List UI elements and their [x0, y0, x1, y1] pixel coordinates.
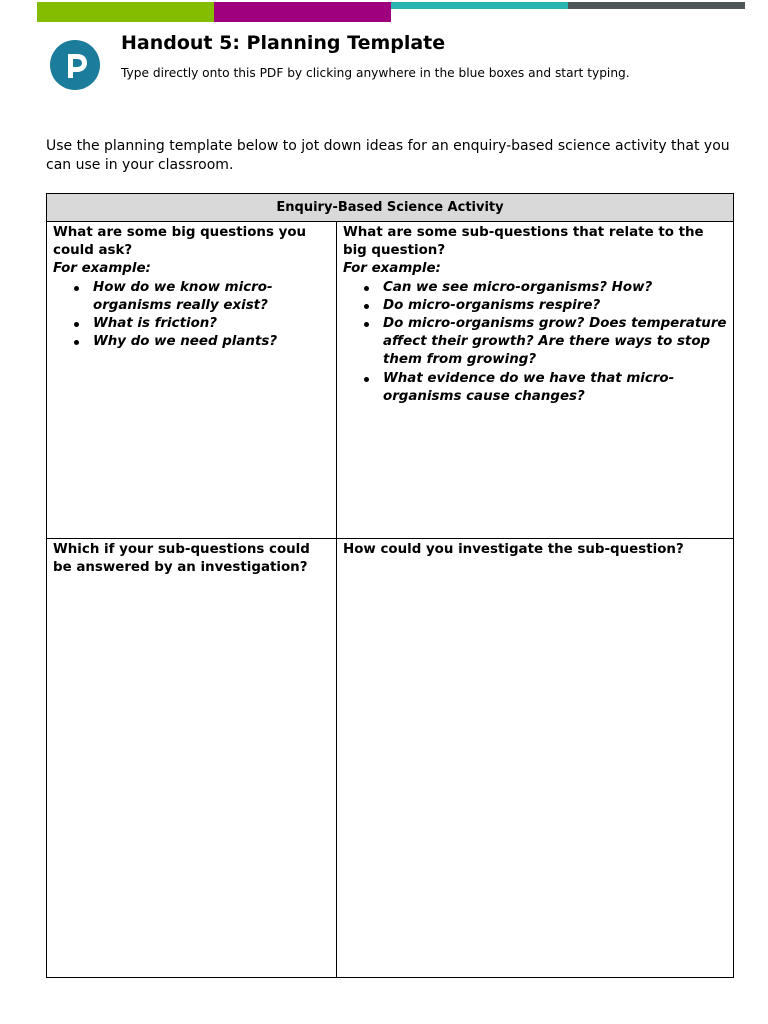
list-item: How do we know micro-organisms really exist? [93, 279, 330, 315]
pearson-logo-icon [50, 40, 100, 90]
stripe-grey [568, 2, 745, 9]
stripe-green [37, 2, 214, 22]
intro-text: Use the planning template below to jot down ideas for an enquiry-based science activity that you can use in your classroom. [46, 138, 730, 173]
investigation-method-cell[interactable] [337, 539, 734, 978]
template-heading: Enquiry-Based Science Activity [47, 194, 734, 222]
page-title: Handout 5: Planning Template [121, 32, 446, 54]
big-questions-cell[interactable] [47, 222, 337, 539]
list-item: Can we see micro-organisms? How? [383, 279, 727, 297]
example-label: For example: [343, 261, 441, 277]
brand-stripes [37, 2, 745, 22]
example-list [343, 279, 727, 406]
page-subtitle: Type directly onto this PDF by clicking anywhere in the blue boxes and start typing. [121, 66, 630, 80]
list-item: Do micro-organisms respire? [383, 297, 727, 315]
sub-questions-cell[interactable] [337, 222, 734, 539]
cell-question: What are some sub-questions that relate to the big question? [343, 225, 704, 259]
cell-question: How could you investigate the sub-question? [343, 542, 684, 557]
list-item: What is friction? [93, 315, 330, 333]
list-item: Do micro-organisms grow? Does temperature affect their growth? Are there ways to stop them from growing? [383, 315, 727, 370]
planning-template-table [46, 193, 734, 978]
example-list [53, 279, 330, 352]
cell-question: What are some big questions you could ask? [53, 225, 307, 259]
stripe-teal [391, 2, 568, 9]
example-label: For example: [53, 261, 151, 277]
list-item: Why do we need plants? [93, 333, 330, 351]
stripe-magenta [214, 2, 391, 22]
investigation-subquestions-cell[interactable] [47, 539, 337, 978]
list-item: What evidence do we have that micro-organisms cause changes? [383, 370, 727, 406]
cell-question: Which if your sub-questions could be answered by an investigation? [53, 542, 310, 576]
